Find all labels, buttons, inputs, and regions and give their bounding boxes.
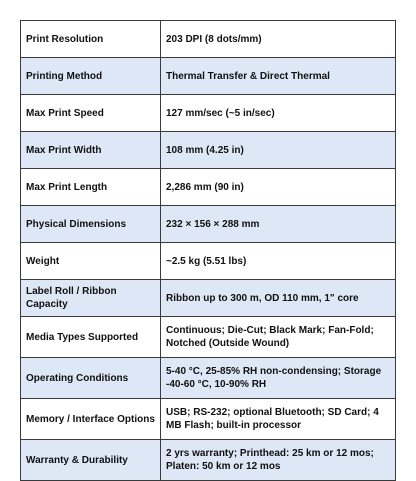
table-row <box>21 399 396 440</box>
spec-label: Media Types Supported <box>21 317 161 358</box>
table-row <box>21 58 396 95</box>
table-row <box>21 280 396 317</box>
spec-label: Memory / Interface Options <box>21 399 161 440</box>
table-row <box>21 206 396 243</box>
spec-label: Max Print Width <box>21 132 161 169</box>
table-row <box>21 132 396 169</box>
spec-label: Warranty & Durability <box>21 440 161 481</box>
spec-value: 108 mm (4.25 in) <box>161 132 396 169</box>
table-row <box>21 317 396 358</box>
spec-value: Continuous; Die-Cut; Black Mark; Fan-Fold; Notched (Outside Wound) <box>161 317 396 358</box>
spec-value: Thermal Transfer & Direct Thermal <box>161 58 396 95</box>
spec-value: ~2.5 kg (5.51 lbs) <box>161 243 396 280</box>
spec-value: 232 × 156 × 288 mm <box>161 206 396 243</box>
spec-label: Max Print Length <box>21 169 161 206</box>
spec-label: Physical Dimensions <box>21 206 161 243</box>
spec-value: 2 yrs warranty; Printhead: 25 km or 12 mos; Platen: 50 km or 12 mos <box>161 440 396 481</box>
spec-label: Print Resolution <box>21 21 161 58</box>
spec-value: 2,286 mm (90 in) <box>161 169 396 206</box>
spec-label: Operating Conditions <box>21 358 161 399</box>
spec-label: Weight <box>21 243 161 280</box>
spec-value: 5-40 °C, 25-85% RH non-condensing; Storage -40-60 °C, 10-90% RH <box>161 358 396 399</box>
spec-label: Label Roll / Ribbon Capacity <box>21 280 161 317</box>
spec-value: 203 DPI (8 dots/mm) <box>161 21 396 58</box>
table-row <box>21 243 396 280</box>
spec-label: Max Print Speed <box>21 95 161 132</box>
spec-value: USB; RS-232; optional Bluetooth; SD Card; 4 MB Flash; built-in processor <box>161 399 396 440</box>
table-row <box>21 21 396 58</box>
specifications-table <box>20 20 396 481</box>
table-row <box>21 440 396 481</box>
spec-value: Ribbon up to 300 m, OD 110 mm, 1" core <box>161 280 396 317</box>
spec-value: 127 mm/sec (~5 in/sec) <box>161 95 396 132</box>
table-row <box>21 169 396 206</box>
table-row <box>21 95 396 132</box>
spec-label: Printing Method <box>21 58 161 95</box>
table-row <box>21 358 396 399</box>
